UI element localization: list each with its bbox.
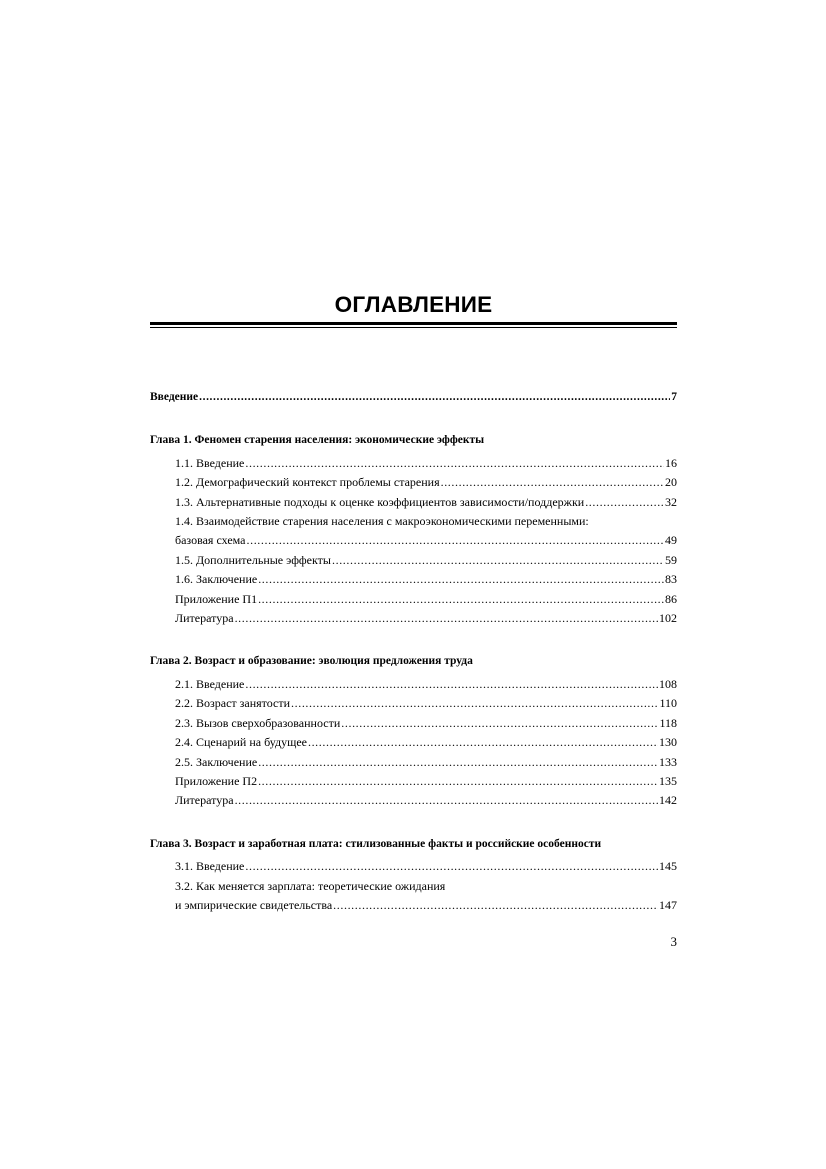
toc-entry-page: 86 bbox=[665, 591, 677, 606]
toc-entry-label: Введение bbox=[150, 391, 199, 403]
toc-leader-dots bbox=[245, 675, 658, 694]
toc-leader-dots bbox=[235, 791, 658, 810]
toc-entry-page: 102 bbox=[659, 611, 677, 626]
toc-entry-page: 133 bbox=[659, 754, 677, 769]
toc-entry[interactable] bbox=[150, 772, 677, 791]
toc-entry[interactable] bbox=[150, 896, 677, 915]
toc-leader-dots bbox=[258, 570, 664, 589]
toc-leader-dots bbox=[333, 896, 658, 915]
toc-entry[interactable] bbox=[150, 714, 677, 733]
toc-leader-dots bbox=[341, 714, 658, 733]
chapter-1-heading[interactable]: Глава 1. Феномен старения населения: экономические эффекты bbox=[150, 434, 485, 447]
toc-leader-dots bbox=[247, 531, 665, 550]
toc-entry-label: 3.1. Введение bbox=[175, 859, 245, 874]
toc-leader-dots bbox=[308, 733, 658, 752]
toc-entry-page: 108 bbox=[659, 676, 677, 691]
toc-entry-page: 83 bbox=[665, 572, 677, 587]
page-title: ОГЛАВЛЕНИЕ bbox=[334, 292, 493, 317]
toc-entry-intro[interactable] bbox=[150, 388, 677, 407]
title-rule-thin bbox=[150, 327, 677, 328]
page-number: 3 bbox=[670, 934, 677, 949]
toc-leader-dots bbox=[332, 551, 664, 570]
toc-entry-label: Литература bbox=[175, 793, 234, 808]
toc-entry[interactable] bbox=[150, 473, 677, 492]
toc-entry-label: 1.5. Дополнительные эффекты bbox=[175, 552, 331, 567]
toc-entry-label: Приложение П2 bbox=[175, 773, 258, 788]
toc-entry[interactable] bbox=[150, 493, 677, 512]
toc-entry[interactable] bbox=[150, 609, 677, 628]
toc-entry-label: 2.3. Вызов сверхобразованности bbox=[175, 715, 341, 730]
toc-entry-label: 2.1. Введение bbox=[175, 676, 245, 691]
toc-entry-label: Приложение П1 bbox=[175, 591, 258, 606]
toc-entry[interactable] bbox=[150, 753, 677, 772]
table-of-contents bbox=[150, 388, 677, 915]
toc-entry-page: 135 bbox=[659, 773, 677, 788]
toc-entry-label: 1.3. Альтернативные подходы к оценке коэффициентов зависимости/поддержки bbox=[175, 494, 585, 509]
toc-entry-page: 59 bbox=[665, 552, 677, 567]
toc-entry[interactable] bbox=[150, 570, 677, 589]
toc-entry-page: 7 bbox=[671, 391, 677, 403]
toc-entry-page: 145 bbox=[659, 859, 677, 874]
toc-entry-page: 118 bbox=[659, 715, 677, 730]
toc-entry-page: 147 bbox=[659, 897, 677, 912]
toc-entry-label: 2.4. Сценарий на будущее bbox=[175, 735, 307, 750]
toc-entry-page: 110 bbox=[659, 696, 677, 711]
toc-entry-page: 49 bbox=[665, 533, 677, 548]
toc-leader-dots bbox=[291, 694, 658, 713]
toc-leader-dots bbox=[199, 388, 670, 407]
toc-entry[interactable] bbox=[150, 454, 677, 473]
toc-entry-label: 1.1. Введение bbox=[175, 455, 245, 470]
toc-entry-page: 32 bbox=[665, 494, 677, 509]
toc-entry[interactable] bbox=[150, 733, 677, 752]
toc-entry-label: базовая схема bbox=[175, 533, 246, 548]
toc-entry-label: Литература bbox=[175, 611, 234, 626]
toc-entry-page: 130 bbox=[659, 735, 677, 750]
toc-entry[interactable] bbox=[150, 857, 677, 876]
toc-leader-dots bbox=[258, 753, 658, 772]
title-rule-thick bbox=[150, 322, 677, 325]
toc-entry-wrapped-line[interactable]: 1.4. Взаимодействие старения населения с макроэкономическими переменными: bbox=[175, 514, 589, 529]
toc-entry[interactable] bbox=[150, 675, 677, 694]
chapter-2-heading[interactable]: Глава 2. Возраст и образование: эволюция предложения труда bbox=[150, 655, 473, 668]
toc-leader-dots bbox=[441, 473, 664, 492]
toc-entry-page: 16 bbox=[665, 455, 677, 470]
toc-entry-page: 20 bbox=[665, 475, 677, 490]
toc-leader-dots bbox=[585, 493, 664, 512]
toc-entry[interactable] bbox=[150, 590, 677, 609]
toc-entry-wrapped-line[interactable]: 3.2. Как меняется зарплата: теоретические ожидания bbox=[175, 878, 446, 893]
toc-entry-label: 2.2. Возраст занятости bbox=[175, 696, 291, 711]
toc-entry-label: 1.6. Заключение bbox=[175, 572, 258, 587]
toc-entry[interactable] bbox=[150, 694, 677, 713]
toc-leader-dots bbox=[245, 857, 658, 876]
toc-leader-dots bbox=[245, 454, 664, 473]
toc-entry[interactable] bbox=[150, 531, 677, 550]
toc-leader-dots bbox=[235, 609, 658, 628]
toc-entry-label: 2.5. Заключение bbox=[175, 754, 258, 769]
chapter-3-heading[interactable]: Глава 3. Возраст и заработная плата: стилизованные факты и российские особенности bbox=[150, 837, 602, 850]
toc-entry[interactable] bbox=[150, 791, 677, 810]
toc-entry-label: и эмпирические свидетельства bbox=[175, 897, 333, 912]
toc-entry-label: 1.2. Демографический контекст проблемы старения bbox=[175, 475, 440, 490]
toc-leader-dots bbox=[258, 772, 658, 791]
toc-entry[interactable] bbox=[150, 551, 677, 570]
toc-leader-dots bbox=[258, 590, 664, 609]
toc-entry-page: 142 bbox=[659, 793, 677, 808]
